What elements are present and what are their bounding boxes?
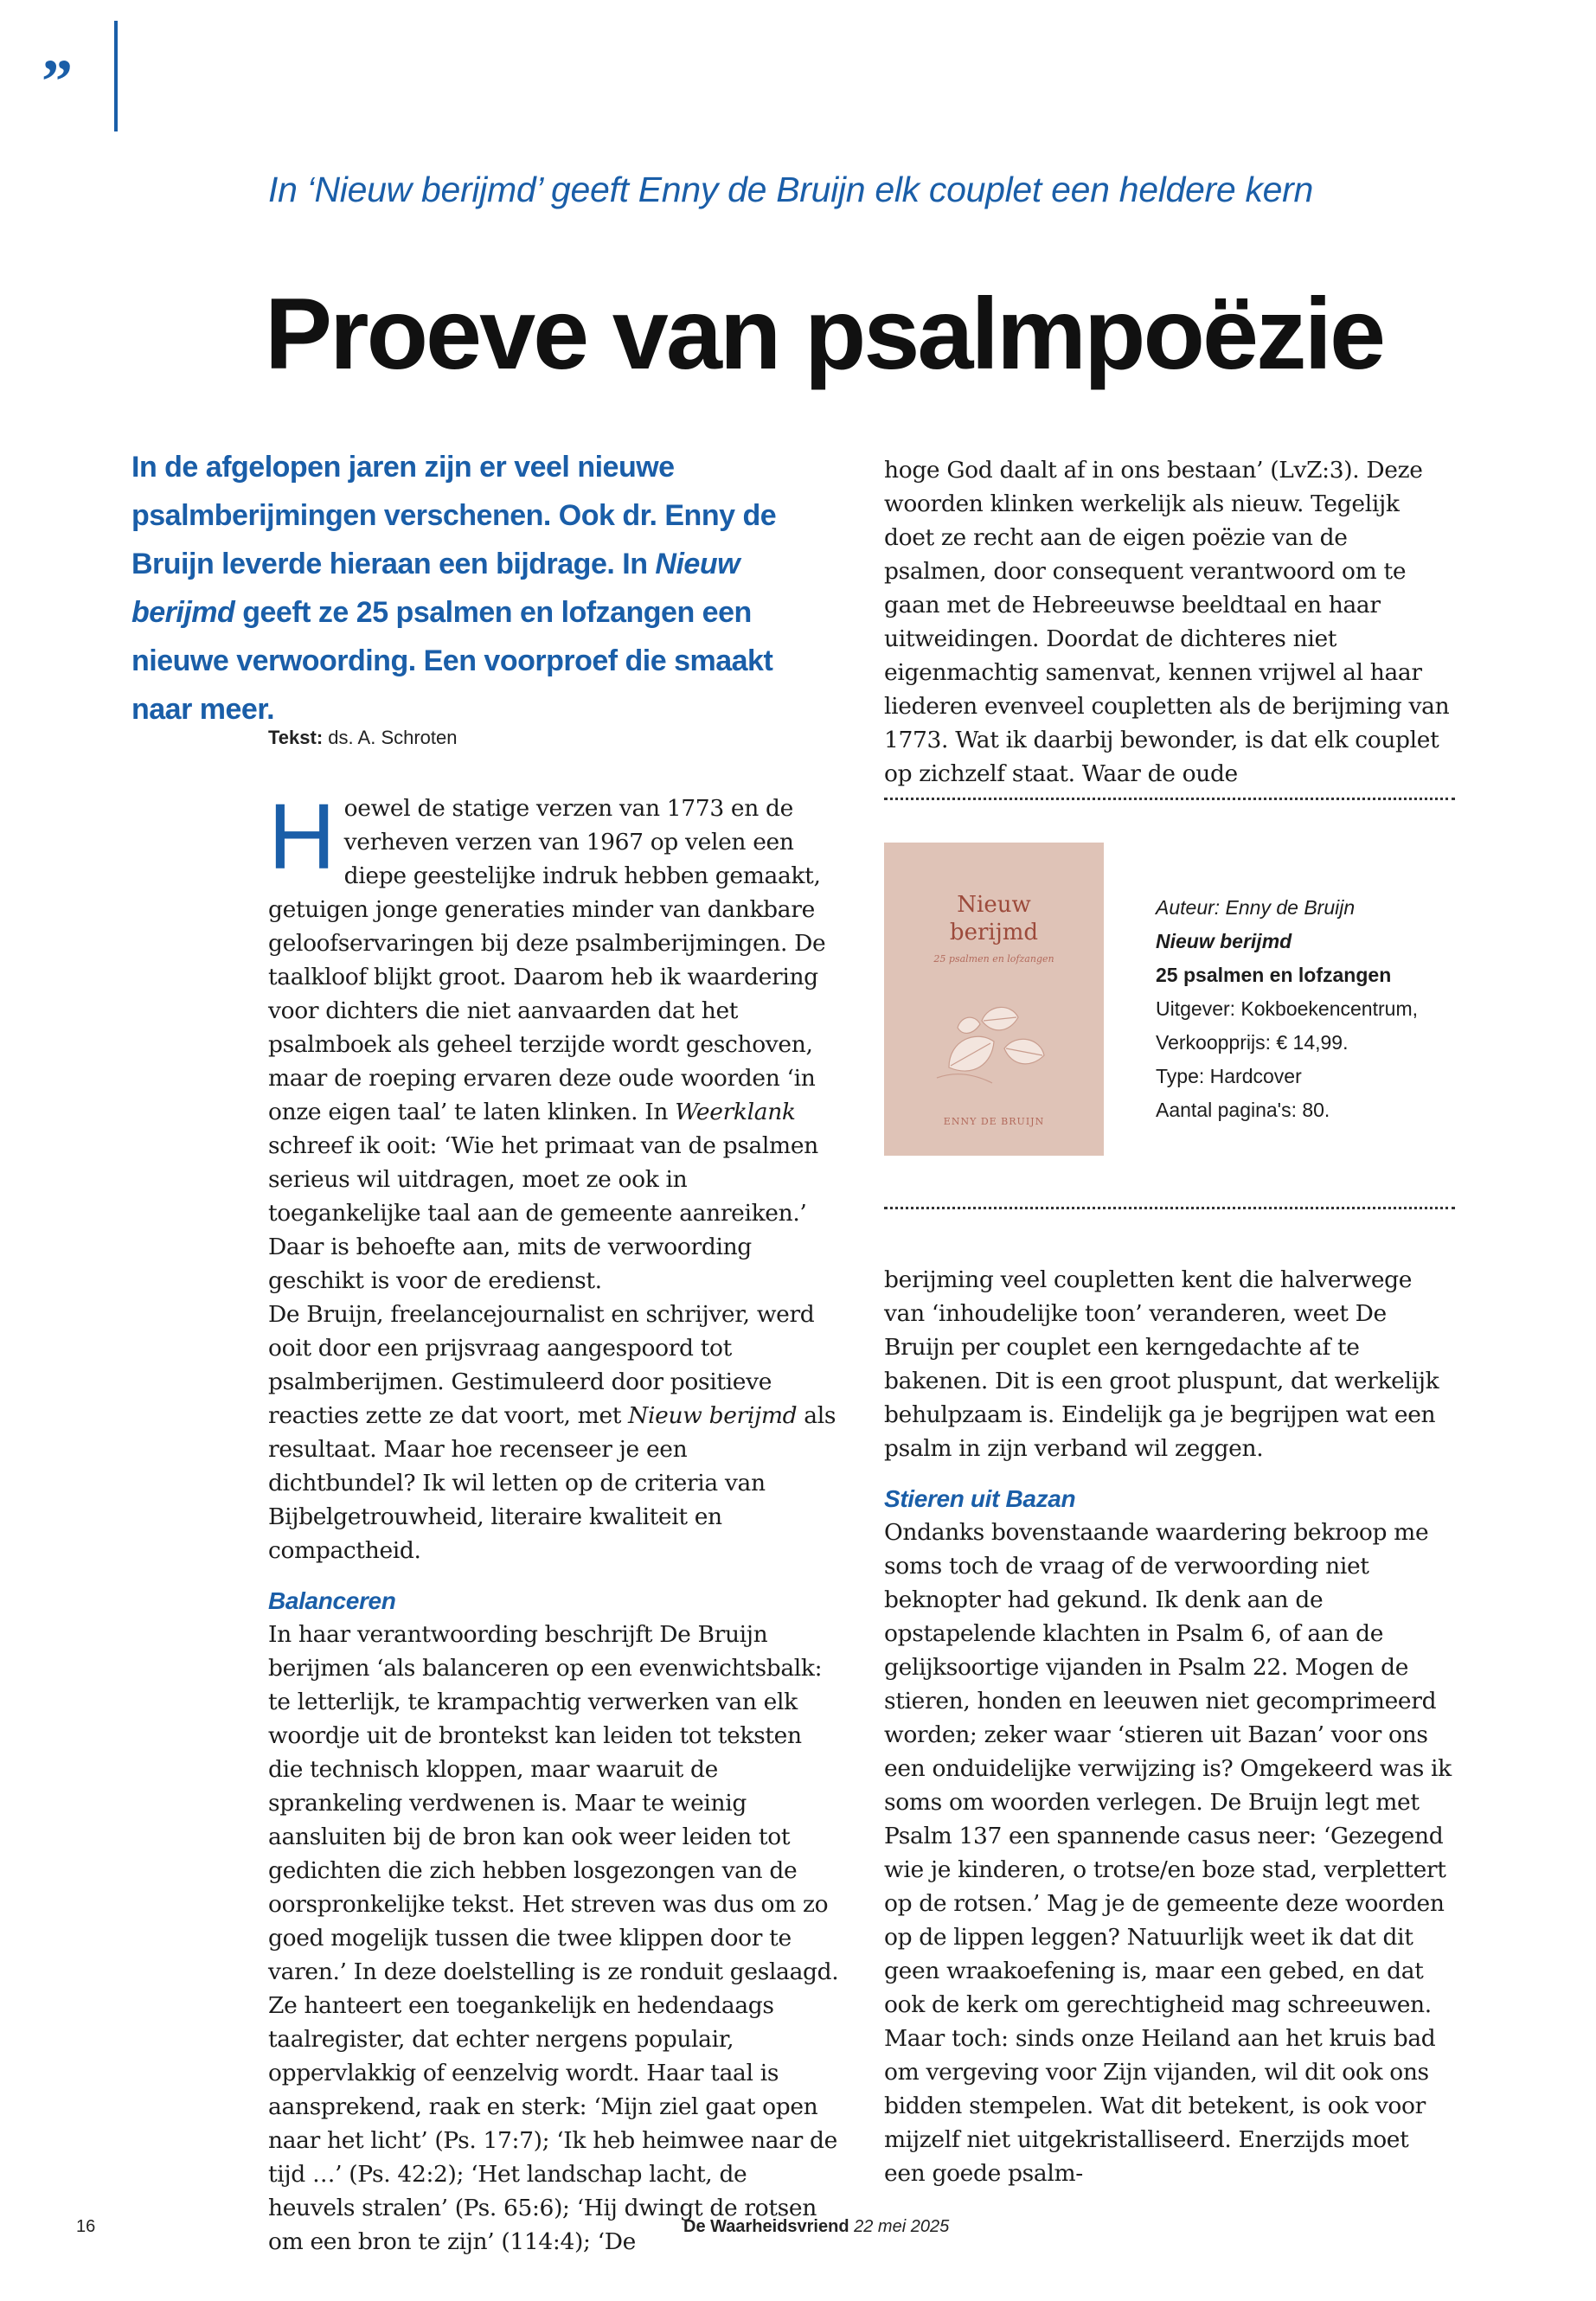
lead-book-title: Nieuw berijmd xyxy=(131,548,740,629)
info-subtitle: 25 psalmen en lofzangen xyxy=(1156,964,1392,986)
info-pages: Aantal pagina's: 80. xyxy=(1156,1099,1330,1121)
paragraph-text: oewel de statige verzen van 1773 en de verheven verzen van 1967 op velen een diepe geestelijke indruk hebben gemaakt, getuigen jonge generaties minder van dankbare geloofservaringen bij deze psalmberijmingen. De taalkloof blijkt groot. Daarom heb ik waardering voor dichters die niet aanvaarden dat het psalmboek als geheel terzijde wordt geschoven, maar de roeping ervaren deze oude woorden ‘in onze eigen taal’ te laten klinken. In xyxy=(268,795,826,1125)
paragraph: In haar verantwoording beschrijft De Bruijn berijmen ‘als balanceren op een evenwichtsbalk: te letterlijk, te krampachtig verwerken van elk woordje uit de brontekst kan leiden tot teksten die technisch kloppen, maar waaruit de sprankeling verdwenen is. Maar te weinig aansluiten bij de bron kan ook weer leiden tot gedichten die zich hebben losgezongen van de oorspronkelijke tekst. Het streven was dus om zo goed mogelijk tussen die twee klippen door te varen.’ In deze doelstelling is ze ronduit geslaagd. Ze hanteert een toegankelijk en hedendaags taalregister, dat echter nergens populair, oppervlakkig of eenzelvig wordt. Haar taal is aansprekend, raak en sterk: ‘Mijn ziel gaat open naar het licht’ (Ps. 17:7); ‘Ik heb heimwee naar de tijd …’ (Ps. 42:2); ‘Het landschap lacht, de heuvels stralen’ (Ps. 65:6); ‘Hij dwingt de rotsen om een bron te zijn’ (114:4); ‘De xyxy=(268,1621,839,2255)
paragraph-emphasis: Nieuw berijmd xyxy=(628,1402,798,1429)
paragraph: Ondanks bovenstaande waardering bekroop me soms toch de vraag of de verwoording niet beknopter had gekund. Ik denk aan de opstapelende klachten in Psalm 6, of aan de gelijksoortige vijanden in Psalm 22. Mogen de stieren, honden en leeuwen niet gecomprimeerd worden; zeker waar ‘stieren uit Bazan’ voor ons een onduidelijke verwijzing is? Omgekeerd was ik soms om woorden verlegen. De Bruijn legt met Psalm 137 een spannende casus neer: ‘Gezegend wie je kinderen, o trotse/en boze stad, verplettert op de rotsen.’ Mag je de gemeente deze woorden op de lippen leggen? Natuurlijk weet ik dat dit geen wraakoefening is, maar een gebed, en dat ook de kerk om gerechtigheid mag schreeuwen. Maar toch: sinds onze Heiland aan het kruis bad om vergeving voor Zijn vijanden, wil dit ook ons bidden stempelen. Wat dit betekent, is ook voor mijzelf niet uitgekristalliseerd. Enerzijds moet een goede psalm- xyxy=(884,1519,1452,2187)
byline-author: ds. A. Schroten xyxy=(328,727,458,748)
pull-quote-icon: ” xyxy=(42,47,73,116)
page-number: 16 xyxy=(76,2217,96,2236)
header-rule xyxy=(114,21,118,131)
paragraph: berijming veel coupletten kent die halverwege van ‘inhoudelijke toon’ veranderen, weet De Bruijn per couplet een kerngedachte af te bakenen. Dit is een groot pluspunt, dat werkelijk behulpzaam is. Eindelijk ga je begrijpen wat een psalm in zijn verband wil zeggen. xyxy=(884,1266,1439,1462)
book-info xyxy=(1156,891,1418,1127)
lead-text-2: geeft ze 25 psalmen en lofzangen een nieuwe verwoording. Een voorproef die smaakt naar meer. xyxy=(131,596,773,726)
cover-subtitle: 25 psalmen en lofzangen xyxy=(933,953,1054,965)
info-title: Nieuw berijmd xyxy=(1156,930,1292,952)
subheading-stieren: Stieren uit Bazan xyxy=(884,1485,1076,1512)
paragraph-text: De Bruijn, freelancejournalist en schrijver, werd ooit door een prijsvraag aangespoord tot psalmberijmen. Gestimuleerd door positieve reacties zette ze dat voort, met xyxy=(268,1301,815,1429)
drop-cap: H xyxy=(268,784,336,888)
paragraph xyxy=(268,784,839,1298)
book-cover-image xyxy=(884,843,1104,1156)
article-column-2-top xyxy=(884,453,1455,791)
paragraph-emphasis: Weerklank xyxy=(675,1099,796,1125)
byline xyxy=(268,727,458,749)
paragraph-text: als resultaat. Maar hoe recenseer je een dichtbundel? Ik wil letten op de criteria van Bijbelgetrouwheid, literaire kwaliteit en compactheid. xyxy=(268,1402,836,1564)
magazine-name: De Waarheidsvriend xyxy=(683,2217,849,2236)
byline-label: Tekst: xyxy=(268,727,324,748)
issue-date: 22 mei 2025 xyxy=(854,2217,950,2236)
info-publisher: Uitgever: Kokboekencentrum, xyxy=(1156,997,1418,1020)
paragraph-text: schreef ik ooit: ‘Wie het primaat van de psalmen serieus wil uitdragen, moet ze ook in toegankelijke taal aan de gemeente aanreiken.’ Daar is behoefte aan, mits de verwoording geschikt is voor de eredienst. xyxy=(268,1132,818,1294)
kicker: In ‘Nieuw berijmd’ geeft Enny de Bruijn elk couplet een heldere kern xyxy=(268,170,1314,209)
lead-paragraph xyxy=(131,443,824,734)
cover-title: Nieuw berijmd xyxy=(949,892,1039,945)
leaves-icon xyxy=(932,988,1056,1092)
info-price: Verkoopprijs: € 14,99. xyxy=(1156,1031,1349,1054)
page-title: Proeve van psalmpoëzie xyxy=(265,277,1384,390)
info-author: Auteur: Enny de Bruijn xyxy=(1156,896,1356,919)
paragraph xyxy=(268,1298,839,1567)
subheading-balanceren: Balanceren xyxy=(268,1587,396,1614)
paragraph: hoge God daalt af in ons bestaan’ (LvZ:3). Deze woorden klinken werkelijk als nieuw. Tegelijk doet ze recht aan de eigen poëzie van de psalmen, door consequent verantwoord om te gaan met de Hebreeuwse beeldtaal en haar uitweidingen. Doordat de dichteres niet eigenmachtig samenvat, kennen vrijwel al haar liederen evenveel coupletten als de berijming van 1773. Wat ik daarbij bewonder, is dat elk couplet op zichzelf staat. Waar de oude xyxy=(884,457,1450,787)
cover-author: ENNY DE BRUIJN xyxy=(943,1116,1045,1127)
article-column-1 xyxy=(268,784,839,2259)
footer-publication xyxy=(683,2217,949,2237)
divider-bottom xyxy=(884,1207,1455,1209)
lead-text-1: In de afgelopen jaren zijn er veel nieuwe psalmberijmingen verschenen. Ook dr. Enny de Bruijn leverde hieraan een bijdrage. In xyxy=(131,451,777,580)
divider-top xyxy=(884,798,1455,800)
article-column-2-bottom xyxy=(884,1263,1455,2190)
info-type: Type: Hardcover xyxy=(1156,1065,1302,1087)
